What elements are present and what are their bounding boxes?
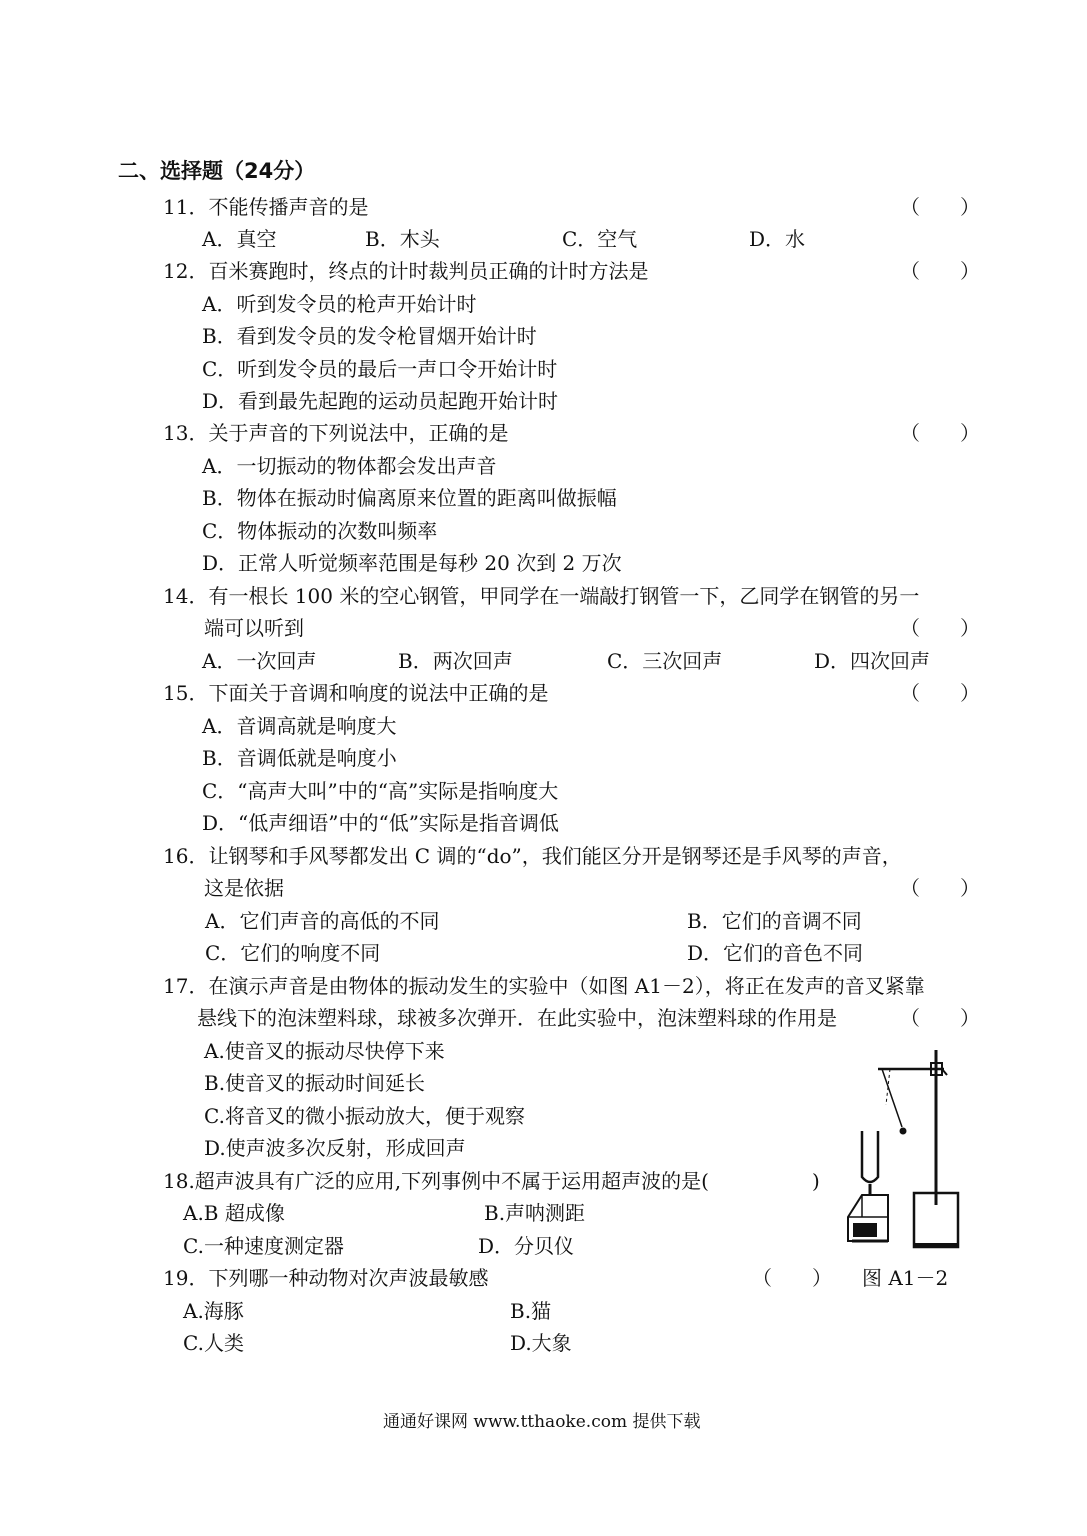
question-17-stem: 17．在演示声音是由物体的振动发生的实验中（如图 A1－2），将正在发声的音叉紧靠 bbox=[163, 974, 925, 998]
option-19-c[interactable]: C.人类 bbox=[183, 1331, 244, 1355]
option-15-a[interactable]: A．音调高就是响度大 bbox=[202, 714, 397, 738]
option-14-c[interactable]: C．三次回声 bbox=[607, 649, 723, 673]
option-13-a[interactable]: A．一切振动的物体都会发出声音 bbox=[202, 454, 497, 478]
question-14-stem-continued: 端可以听到 bbox=[204, 616, 304, 640]
option-17-c[interactable]: C.将音叉的微小振动放大，便于观察 bbox=[204, 1104, 525, 1128]
question-19-stem: 19．下列哪一种动物对次声波最敏感 bbox=[163, 1266, 489, 1290]
option-12-c[interactable]: C．听到发令员的最后一声口令开始计时 bbox=[202, 357, 558, 381]
option-17-d[interactable]: D.使声波多次反射，形成回声 bbox=[204, 1136, 466, 1160]
option-11-a[interactable]: A．真空 bbox=[202, 227, 277, 251]
option-13-b[interactable]: B．物体在振动时偏离原来位置的距离叫做振幅 bbox=[202, 486, 617, 510]
option-11-c[interactable]: C．空气 bbox=[562, 227, 638, 251]
option-18-b[interactable]: B.声呐测距 bbox=[484, 1201, 586, 1225]
option-12-b[interactable]: B．看到发令员的发令枪冒烟开始计时 bbox=[202, 324, 537, 348]
option-19-a[interactable]: A.海豚 bbox=[183, 1299, 244, 1323]
option-18-d[interactable]: D．分贝仪 bbox=[478, 1234, 575, 1258]
option-12-a[interactable]: A．听到发令员的枪声开始计时 bbox=[202, 292, 477, 316]
question-13-stem: 13．关于声音的下列说法中，正确的是 bbox=[163, 421, 509, 445]
answer-paren-13: （ ） bbox=[900, 421, 980, 445]
answer-paren-11: （ ） bbox=[900, 195, 980, 219]
option-16-c[interactable]: C．它们的响度不同 bbox=[205, 941, 381, 965]
option-15-c[interactable]: C．“高声大叫”中的“高”实际是指响度大 bbox=[202, 779, 559, 803]
option-18-c[interactable]: C.一种速度测定器 bbox=[183, 1234, 344, 1258]
question-18-close-paren: ) bbox=[812, 1169, 820, 1193]
answer-paren-17: （ ） bbox=[900, 1006, 980, 1030]
question-14-stem: 14．有一根长 100 米的空心钢管，甲同学在一端敲打钢管一下，乙同学在钢管的另一 bbox=[163, 584, 920, 608]
section-title: 二、选择题（24分） bbox=[118, 159, 316, 183]
figure-caption: 图 A1－2 bbox=[862, 1266, 949, 1290]
option-12-d[interactable]: D．看到最先起跑的运动员起跑开始计时 bbox=[202, 389, 559, 413]
question-16-stem-continued: 这是依据 bbox=[204, 876, 284, 900]
option-16-a[interactable]: A．它们声音的高低的不同 bbox=[205, 909, 440, 933]
answer-paren-19: （ ） bbox=[752, 1266, 832, 1290]
question-12-stem: 12．百米赛跑时，终点的计时裁判员正确的计时方法是 bbox=[163, 259, 649, 283]
option-17-b[interactable]: B.使音叉的振动时间延长 bbox=[204, 1071, 426, 1095]
option-19-b[interactable]: B.猫 bbox=[510, 1299, 552, 1323]
option-14-d[interactable]: D．四次回声 bbox=[814, 649, 931, 673]
option-11-d[interactable]: D．水 bbox=[749, 227, 806, 251]
option-17-a[interactable]: A.使音叉的振动尽快停下来 bbox=[204, 1039, 445, 1063]
option-14-a[interactable]: A．一次回声 bbox=[202, 649, 317, 673]
footer-text: 通通好课网 www.tthaoke.com 提供下载 bbox=[383, 1412, 701, 1432]
option-15-b[interactable]: B．音调低就是响度小 bbox=[202, 746, 397, 770]
option-14-b[interactable]: B．两次回声 bbox=[398, 649, 513, 673]
answer-paren-16: （ ） bbox=[900, 876, 980, 900]
question-17-stem-continued: 悬线下的泡沫塑料球，球被多次弹开．在此实验中，泡沫塑料球的作用是 bbox=[197, 1006, 837, 1030]
option-13-c[interactable]: C．物体振动的次数叫频率 bbox=[202, 519, 438, 543]
tuning-fork-figure bbox=[840, 1045, 970, 1260]
option-16-d[interactable]: D．它们的音色不同 bbox=[687, 941, 864, 965]
question-15-stem: 15．下面关于音调和响度的说法中正确的是 bbox=[163, 681, 549, 705]
answer-paren-12: （ ） bbox=[900, 259, 980, 283]
question-16-stem: 16．让钢琴和手风琴都发出 C 调的“do”，我们能区分开是钢琴还是手风琴的声音， bbox=[163, 844, 902, 868]
answer-paren-14: （ ） bbox=[900, 616, 980, 640]
option-15-d[interactable]: D．“低声细语”中的“低”实际是指音调低 bbox=[202, 811, 559, 835]
option-11-b[interactable]: B．木头 bbox=[365, 227, 440, 251]
option-18-a[interactable]: A.B 超成像 bbox=[183, 1201, 285, 1225]
option-16-b[interactable]: B．它们的音调不同 bbox=[687, 909, 862, 933]
answer-paren-15: （ ） bbox=[900, 681, 980, 705]
option-19-d[interactable]: D.大象 bbox=[510, 1331, 572, 1355]
question-11-stem: 11．不能传播声音的是 bbox=[163, 195, 369, 219]
option-13-d[interactable]: D．正常人听觉频率范围是每秒 20 次到 2 万次 bbox=[202, 551, 622, 575]
question-18-stem: 18.超声波具有广泛的应用,下列事例中不属于运用超声波的是( bbox=[163, 1169, 709, 1193]
